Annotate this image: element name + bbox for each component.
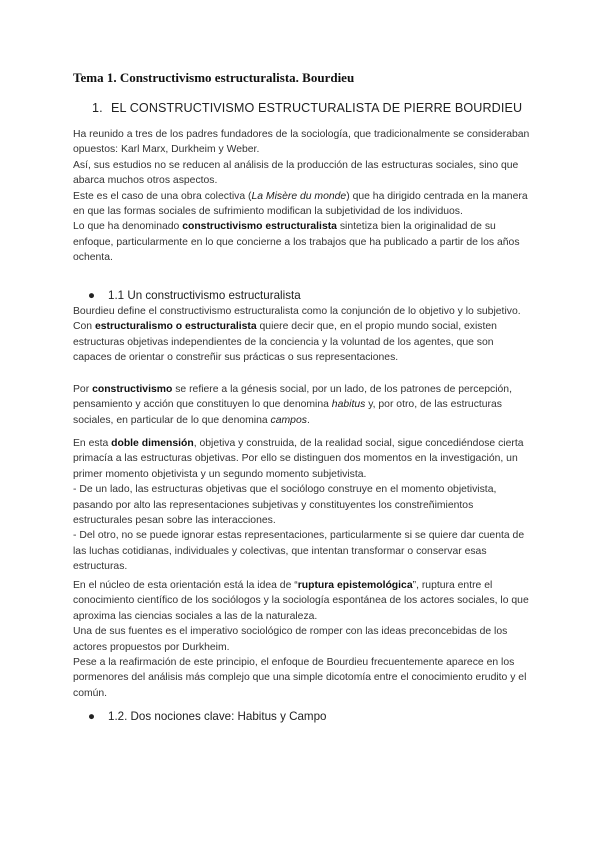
section-number: 1. xyxy=(92,101,103,115)
document-title: Tema 1. Constructivismo estructuralista. Bourdieu xyxy=(73,70,355,85)
subsection-1-1-block-d xyxy=(73,578,533,701)
sub1-paragraph-1: Bourdieu define el constructivismo estructuralista como la conjunción de lo objetivo y lo subjetivo. xyxy=(73,306,521,317)
bullet-icon: ● xyxy=(88,710,96,723)
sub1-paragraph-2: Con estructuralismo o estructuralista quiere decir que, en el propio mundo social, existen estructuras objetivas independientes de la conciencia y la voluntad de los agentes, que son capaces de orientar o constreñir sus prácticas o sus representaciones. xyxy=(73,321,497,364)
subsection-1-1-block-a xyxy=(73,304,533,366)
section-title: EL CONSTRUCTIVISMO ESTRUCTURALISTA DE PIERRE BOURDIEU xyxy=(111,101,523,115)
sub1-paragraph-4: En esta doble dimensión, objetiva y construida, de la realidad social, sigue concediéndose cierta primacía a las estructuras objetivas. Por ello se distinguen dos momentos en la investigación, un primer momento objetivista y un segundo momento subjetivista. xyxy=(73,438,524,480)
subsection-title: 1.2. Dos nociones clave: Habitus y Campo xyxy=(108,710,327,723)
section-heading xyxy=(92,101,522,115)
subsection-heading-1-1 xyxy=(88,289,301,302)
sub1-paragraph-9: Pese a la reafirmación de este principio, el enfoque de Bourdieu frecuentemente aparece en los pormenores del análisis más complejo que una simple dicotomía entre el conocimiento erudito y el común. xyxy=(73,657,527,699)
intro-paragraph-3: Este es el caso de una obra colectiva (La Misère du monde) que ha dirigido centrada en la manera en que las formas sociales de sufrimiento modifican la subjetividad de los individuos. xyxy=(73,190,528,218)
key-term: estructuralismo o estructuralista xyxy=(94,321,257,333)
intro-paragraph-1: Ha reunido a tres de los padres fundadores de la sociología, que tradicionalmente se consideraban opuestos: Karl Marx, Durkheim y Weber. xyxy=(73,129,530,156)
key-term: doble dimensión xyxy=(111,438,194,449)
intro-paragraph-4: Lo que ha denominado constructivismo estructuralista sintetiza bien la originalidad de su enfoque, particularmente en lo que concierne a los trabajos que ha publicado a partir de los años ochenta. xyxy=(73,221,520,264)
sub1-paragraph-7: En el núcleo de esta orientación está la idea de “ruptura epistemológica”, ruptura entre el conocimiento científico de los sociólogos y la sociología espontánea de los actores sociales, lo que aproxima las ciencias sociales a las de la naturaleza. xyxy=(73,580,529,622)
intro-paragraph-2: Así, sus estudios no se reducen al análisis de la producción de las estructuras sociales, sino que abarca muchos otros aspectos. xyxy=(73,159,519,187)
sub1-paragraph-6: - Del otro, no se puede ignorar estas representaciones, particularmente si se quiere dar cuenta de las luchas cotidianas, individuales y colectivas, que intentan transformar o conservar esas estructuras. xyxy=(73,530,525,573)
bullet-icon: ● xyxy=(88,289,96,302)
subsection-1-1-block-b xyxy=(73,382,533,428)
term-habitus: habitus xyxy=(331,399,366,411)
sub1-paragraph-5: - De un lado, las estructuras objetivas que el sociólogo construye en el momento objetivista, pasando por alto las representaciones subjetivas y constituyentes los constreñimientos estructurales pesan sobre las interacciones. xyxy=(73,484,497,527)
subsection-title: 1.1 Un constructivismo estructuralista xyxy=(108,289,301,302)
sub1-paragraph-3: Por constructivismo se refiere a la génesis social, por un lado, de los patrones de percepción, pensamiento y acción que constituyen lo que denomina habitus y, por otro, de las estructuras sociales, en particular de lo que denomina campos. xyxy=(73,384,512,426)
subsection-1-1-block-c xyxy=(73,436,533,575)
subsection-heading-1-2 xyxy=(88,710,326,723)
key-term: constructivismo xyxy=(92,384,173,395)
book-title: La Misère du monde xyxy=(251,190,347,202)
key-term: constructivismo estructuralista xyxy=(182,221,337,233)
sub1-paragraph-8: Una de sus fuentes es el imperativo sociológico de romper con las ideas preconcebidas de los actores propuestos por Durkheim. xyxy=(73,626,508,653)
term-campos: campos xyxy=(270,414,307,426)
key-term: ruptura epistemológica xyxy=(297,580,413,591)
intro-block xyxy=(73,127,533,266)
